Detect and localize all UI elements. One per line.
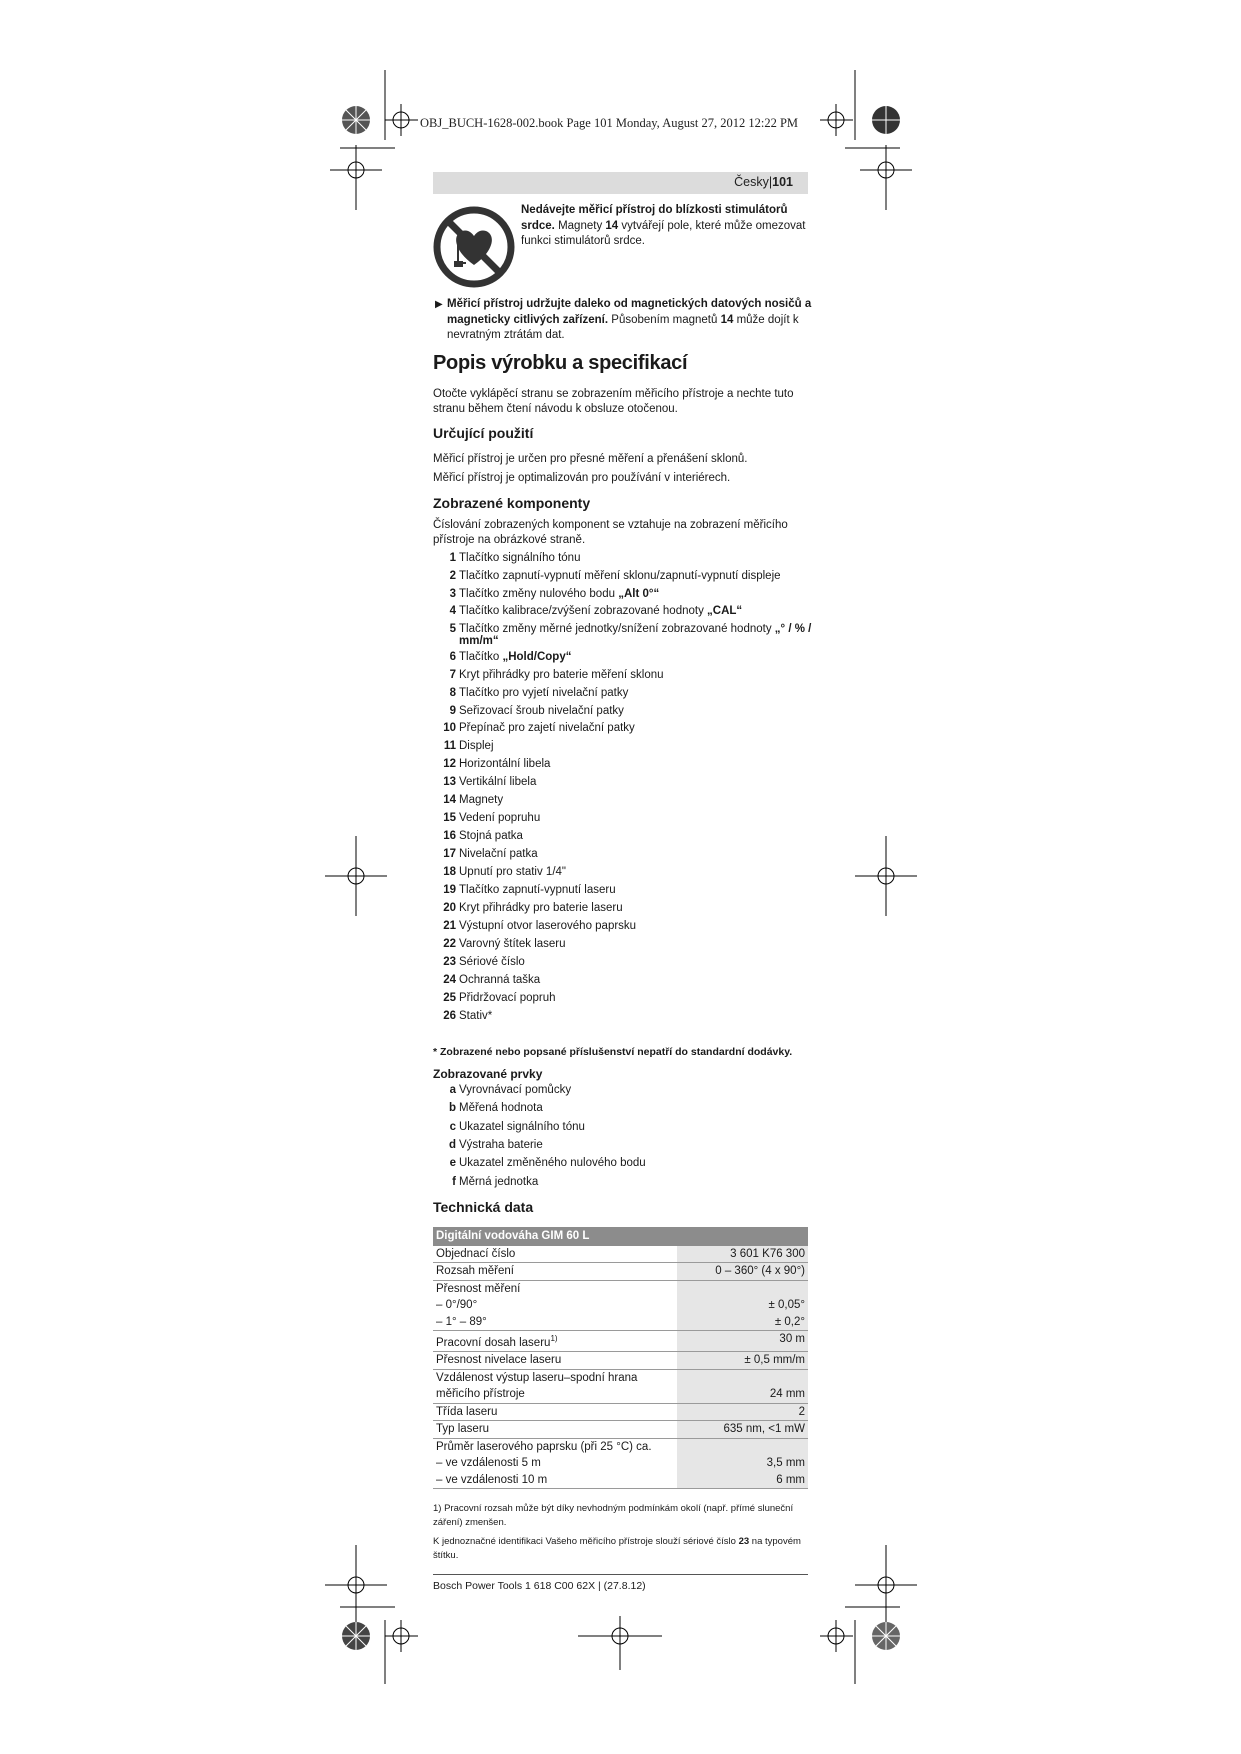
item-label: Nivelační patka [459,848,538,860]
table-row: měřicího přístroje 24 mm [433,1386,808,1403]
color-target-icon [872,106,900,134]
list-item [433,920,636,932]
components-title: Zobrazené komponenty [433,495,591,511]
color-target-icon [872,1622,900,1650]
usage-title: Určující použití [433,425,534,441]
list-item [433,902,623,914]
registration-mark-icon [860,145,912,210]
display-title: Zobrazované prvky [433,1067,543,1081]
list-item [433,1102,543,1114]
table-row: Průměr laserového paprsku (při 25 °C) ca. [433,1438,808,1455]
registration-mark-icon [820,1620,853,1652]
item-bold: „° / % / [774,623,812,635]
item-number: 8 [449,687,456,699]
list-item [433,812,540,824]
list-item [433,1176,538,1188]
item-number: 16 [443,830,456,842]
registration-mark-icon [820,104,853,136]
list-item [433,974,540,986]
item-label: Sériové číslo [459,956,525,968]
table-row: Pracovní dosah laseru$^{1)}$ 30 m [433,1331,808,1352]
list-item [433,992,556,1004]
item-letter: e [449,1157,456,1170]
components-intro: Číslování zobrazených komponent se vztahuje na zobrazení měřicího přístroje na obrázkové straně. [433,519,788,546]
registration-mark-icon [855,836,917,916]
list-item [433,1139,543,1151]
item-letter: d [448,1138,456,1151]
registration-mark-icon [325,1545,387,1625]
tech-title: Technická data [433,1199,534,1215]
components-footnote: * Zobrazené nebo popsané příslušenství nepatří do standardní dodávky. [433,1046,793,1058]
item-number: 17 [443,848,456,860]
item-number: 14 [443,794,456,806]
item-number: 5 [449,623,456,635]
item-label: Kryt přihrádky pro baterie laseru [459,902,623,914]
list-item [433,866,566,878]
magnet-warning: ▶ Měřicí přístroj udržujte daleko od magnetických datových nosičů a magneticky citlivých zařízení. Působením magnetů 14 může dojít k nevratným ztrátám dat. [435,298,812,341]
item-label: Měřená hodnota [459,1102,543,1115]
list-item [433,687,628,699]
header-separator: | [768,175,773,189]
list-item [433,669,664,681]
item-label: Stojná patka [459,830,523,842]
item-number: 13 [443,776,456,788]
item-label: Seřizovací šroub nivelační patky [459,705,624,717]
list-item [433,758,550,770]
list-item [433,830,523,842]
table-row: Přesnost nivelace laseru ± 0,5 mm/m [433,1352,808,1370]
color-target-icon [342,106,370,134]
registration-mark-icon [325,836,387,916]
item-label: Tlačítko [459,651,503,663]
item-number: 19 [443,884,456,896]
item-number: 12 [443,758,456,770]
item-number: 6 [449,651,456,663]
item-label: Výstupní otvor laserového paprsku [459,920,637,932]
list-item [433,570,781,582]
item-label: Ukazatel signálního tónu [459,1120,585,1133]
list-item [433,884,616,896]
item-number: 9 [449,705,456,717]
item-label: Stativ* [459,1010,493,1022]
list-item [433,588,659,600]
item-bold-cont: mm/m“ [459,635,499,647]
item-letter: b [448,1102,456,1115]
item-label: Výstraha baterie [459,1138,543,1151]
item-label: Varovný štítek laseru [459,938,566,950]
item-bold: „Hold/Copy“ [502,651,572,663]
bullet-arrow-icon: ▶ [435,299,443,310]
item-number: 2 [449,570,456,582]
table-row: Třída laseru 2 [433,1403,808,1421]
item-label: Přidržovací popruh [459,992,556,1004]
usage-line: Měřicí přístroj je určen pro přesné měření a přenášení sklonů. [433,453,748,465]
color-target-icon [342,1622,370,1650]
item-number: 1 [449,552,456,564]
table-row: Typ laseru 635 nm, <1 mW [433,1421,808,1439]
item-number: 11 [443,740,456,752]
list-item [433,705,624,717]
item-label: Tlačítko změny měrné jednotky/snížení zobrazované hodnoty [459,623,775,635]
list-item [433,623,811,647]
list-item [433,722,635,734]
item-label: Přepínač pro zajetí nivelační patky [459,722,635,734]
list-item [433,794,503,806]
item-label: Ochranná taška [459,974,541,986]
item-letter: f [452,1175,456,1188]
page-footer: Bosch Power Tools 1 618 C00 62X | (27.8.12) [433,1580,646,1592]
item-number: 25 [443,992,456,1004]
item-number: 22 [443,938,456,950]
item-number: 10 [443,722,456,734]
bottom-rule [433,1574,808,1575]
item-number: 21 [443,920,456,932]
language-label: Česky [734,175,769,189]
list-item [433,740,494,752]
table-row: Přesnost měření [433,1280,808,1297]
table-row: Rozsah měření 0 – 360° (4 x 90°) [433,1263,808,1281]
registration-mark-icon [385,1620,418,1652]
list-item [433,848,538,860]
table-row: – 1° – 89° ± 0,2° [433,1314,808,1331]
item-bold: „CAL“ [707,605,743,617]
section-intro: Otočte vyklápěcí stranu se zobrazením měřicího přístroje a nechte tuto stranu během čtení návodu k obsluze otočenou. [433,388,794,415]
item-label: Tlačítko kalibrace/zvýšení zobrazované hodnoty [459,605,708,617]
item-number: 26 [443,1010,456,1022]
warning-bold: Nedávejte měřicí přístroj do blízkosti stimulátorů srdce. [521,204,788,232]
list-item [433,1121,585,1133]
item-letter: c [449,1120,456,1133]
page-header-bar [433,172,808,194]
item-number: 7 [449,669,456,681]
table-row: Objednací číslo 3 601 K76 300 [433,1246,808,1263]
item-number: 3 [449,588,456,600]
item-label: Tlačítko zapnutí-vypnutí laseru [459,884,616,896]
list-item [433,938,566,950]
table-row: – 0°/90° ± 0,05° [433,1297,808,1314]
tech-note: 1) Pracovní rozsah může být díky nevhodným podmínkám okolí (např. přímé sluneční záření) zmenšen. [433,1503,794,1528]
item-label: Vedení popruhu [459,812,541,824]
list-item [433,552,580,564]
book-info-line: OBJ_BUCH-1628-002.book Page 101 Monday, August 27, 2012 12:22 PM [420,116,799,130]
item-label: Vyrovnávací pomůcky [459,1084,572,1096]
section-title: Popis výrobku a specifikací [433,352,688,374]
registration-mark-icon [330,145,382,210]
item-number: 4 [449,605,456,617]
item-number: 20 [443,902,456,914]
table-row: – ve vzdálenosti 5 m 3,5 mm [433,1455,808,1472]
item-label: Kryt přihrádky pro baterie měření sklonu [459,669,664,681]
item-label: Vertikální libela [459,776,537,788]
usage-line: Měřicí přístroj je optimalizován pro používání v interiérech. [433,472,731,484]
list-item [433,956,525,968]
item-letter: a [449,1084,456,1096]
registration-mark-icon [578,1616,662,1670]
list-item [433,1010,492,1022]
table-header: Digitální vodováha GIM 60 L [433,1227,808,1246]
table-row: Vzdálenost výstup laseru–spodní hrana [433,1369,808,1386]
pacemaker-prohibition-icon [432,205,516,289]
item-bold: „Alt 0°“ [618,588,660,600]
item-label: Tlačítko signálního tónu [459,552,581,564]
item-label: Měrná jednotka [459,1175,539,1188]
list-item [433,776,536,788]
page-number: 101 [772,175,793,189]
item-label: Horizontální libela [459,758,551,770]
item-label: Displej [459,740,494,752]
list-item [433,651,571,663]
item-label: Ukazatel změněného nulového bodu [459,1157,646,1170]
registration-mark-icon [385,104,418,136]
list-item [433,605,742,617]
page-header [734,175,793,189]
item-label: Magnety [459,794,504,806]
tech-note: K jednoznačné identifikaci Vašeho měřicího přístroje slouží sériové číslo 23 na typovém štítku. [433,1536,801,1561]
item-number: 23 [443,956,456,968]
registration-mark-icon [855,1545,917,1625]
item-number: 24 [443,974,456,986]
list-item [433,1084,571,1096]
item-number: 18 [443,866,456,878]
list-item [433,1157,646,1169]
tech-table [433,1227,808,1489]
pacemaker-warning: Nedávejte měřicí přístroj do blízkosti stimulátorů srdce. Magnety 14 vytvářejí pole, které může omezovat funkci stimulátorů srdce. [521,204,806,247]
item-label: Tlačítko zapnutí-vypnutí měření sklonu/zapnutí-vypnutí displeje [459,570,781,582]
item-label: Tlačítko pro vyjetí nivelační patky [459,687,629,699]
item-label: Upnutí pro stativ 1/4" [459,866,566,878]
item-label: Tlačítko změny nulového bodu [459,588,619,600]
table-row: – ve vzdálenosti 10 m 6 mm [433,1472,808,1489]
item-number: 15 [443,812,456,824]
